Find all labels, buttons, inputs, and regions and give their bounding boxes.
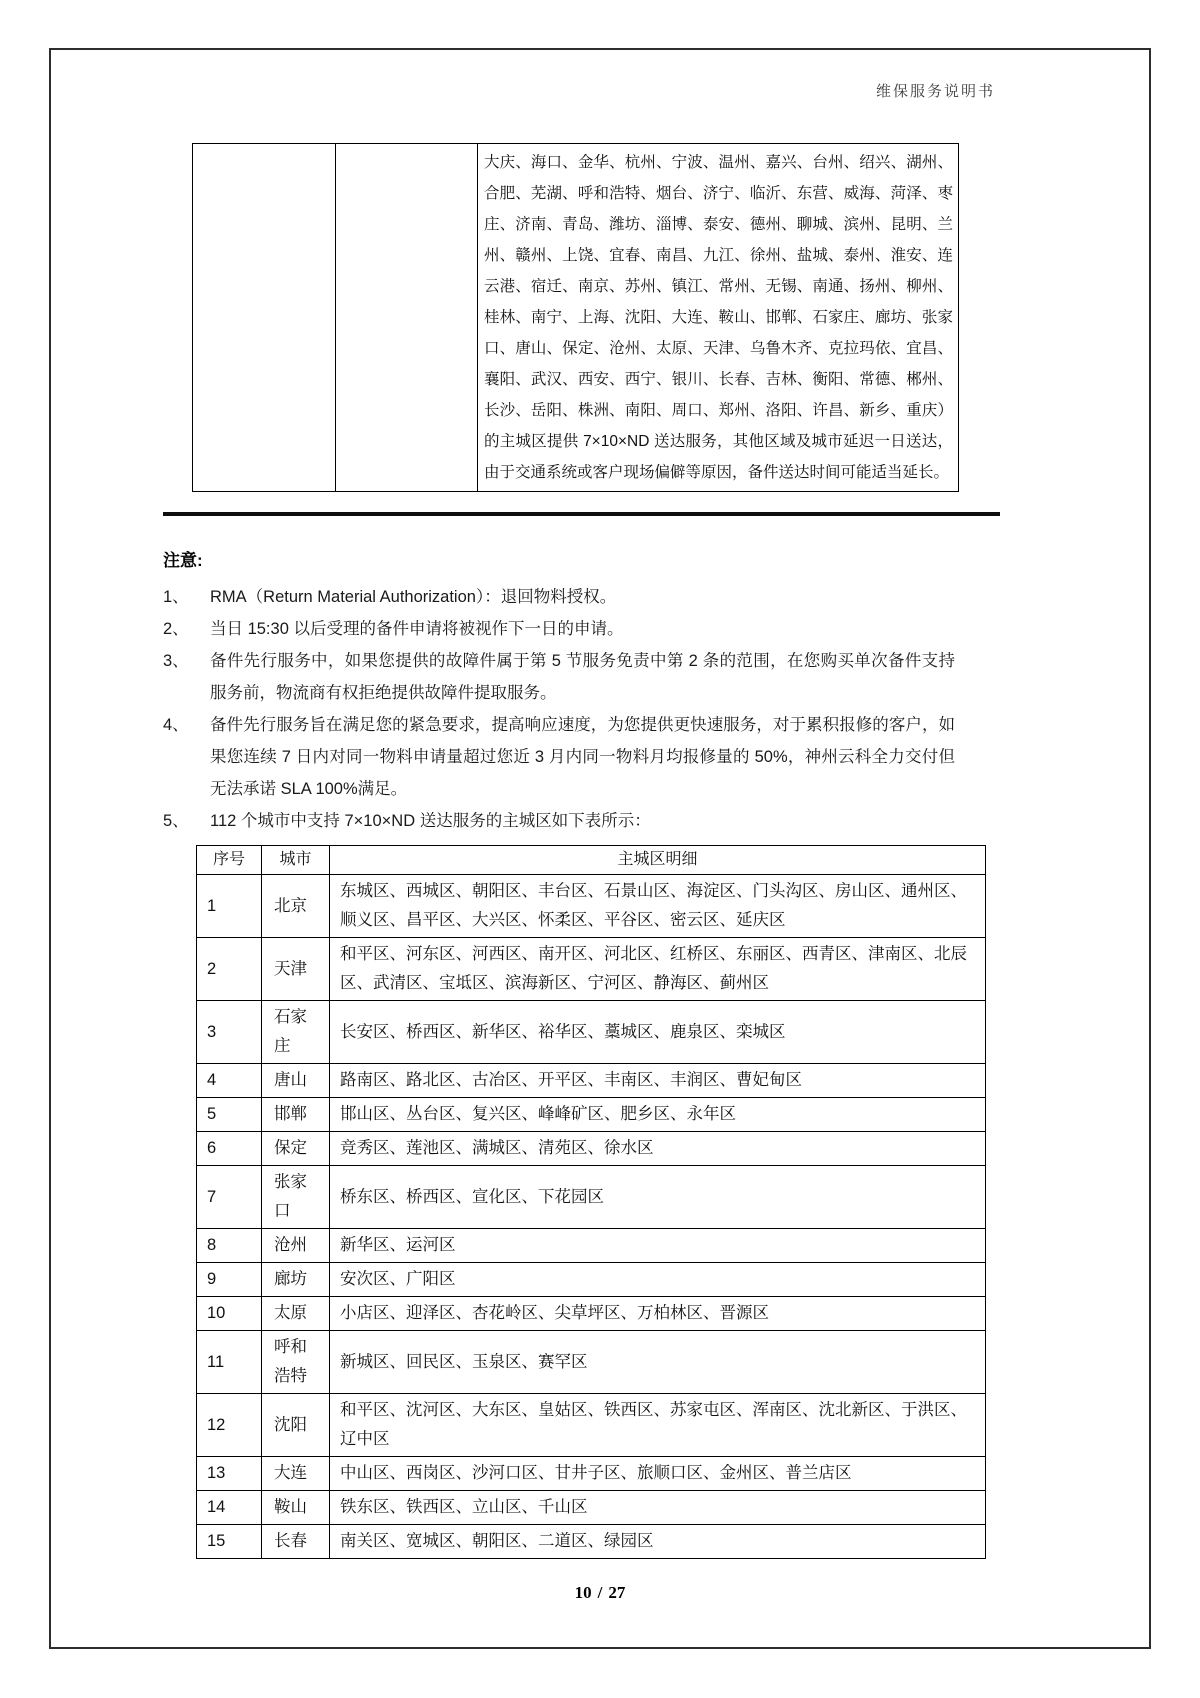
city-table-body xyxy=(197,875,986,1559)
page-number-current: 10 xyxy=(574,1583,592,1602)
section-divider-rule xyxy=(163,512,1000,516)
row-number-cell: 1 xyxy=(197,875,262,938)
note-item xyxy=(163,613,1000,645)
column-header-city: 城市 xyxy=(262,846,330,875)
table-row xyxy=(197,1001,986,1064)
row-number-cell: 2 xyxy=(197,938,262,1001)
note-item xyxy=(163,581,1000,613)
city-name-cell: 呼和浩特 xyxy=(262,1331,330,1394)
page-number xyxy=(0,1583,1200,1603)
city-name-cell: 廊坊 xyxy=(262,1263,330,1297)
districts-cell: 铁东区、铁西区、立山区、千山区 xyxy=(330,1491,986,1525)
row-number-cell: 11 xyxy=(197,1331,262,1394)
note-text: 备件先行服务旨在满足您的紧急要求，提高响应速度，为您提供更快速服务，对于累积报修的客户，如果您连续 7 日内对同一物料申请量超过您近 3 月内同一物料月均报修量的 50%，神州云科全力交付但无法承诺 SLA 100%满足。 xyxy=(210,716,955,798)
row-number-cell: 8 xyxy=(197,1229,262,1263)
city-districts-table xyxy=(196,845,986,1559)
note-number: 3、 xyxy=(163,652,189,670)
row-number-cell: 5 xyxy=(197,1098,262,1132)
city-name-cell: 太原 xyxy=(262,1297,330,1331)
row-number-cell: 4 xyxy=(197,1064,262,1098)
row-number-cell: 13 xyxy=(197,1457,262,1491)
row-number-cell: 12 xyxy=(197,1394,262,1457)
table-row xyxy=(193,144,959,492)
note-number: 2、 xyxy=(163,620,189,638)
row-number-cell: 14 xyxy=(197,1491,262,1525)
table-row xyxy=(197,1229,986,1263)
note-text: 当日 15:30 以后受理的备件申请将被视作下一日的申请。 xyxy=(210,620,624,638)
table-row xyxy=(197,1457,986,1491)
city-name-cell: 大连 xyxy=(262,1457,330,1491)
table-header-row xyxy=(197,846,986,875)
city-name-cell: 邯郸 xyxy=(262,1098,330,1132)
notes-section xyxy=(163,546,1000,837)
districts-cell: 和平区、沈河区、大东区、皇姑区、铁西区、苏家屯区、浑南区、沈北新区、于洪区、辽中区 xyxy=(330,1394,986,1457)
note-number: 5、 xyxy=(163,812,189,830)
city-name-cell: 北京 xyxy=(262,875,330,938)
districts-cell: 新华区、运河区 xyxy=(330,1229,986,1263)
empty-cell xyxy=(336,144,478,492)
districts-cell: 南关区、宽城区、朝阳区、二道区、绿园区 xyxy=(330,1525,986,1559)
page-number-total: 27 xyxy=(608,1583,626,1602)
city-name-cell: 张家口 xyxy=(262,1166,330,1229)
city-list-cell: 大庆、海口、金华、杭州、宁波、温州、嘉兴、台州、绍兴、湖州、合肥、芜湖、呼和浩特、烟台、济宁、临沂、东营、威海、菏泽、枣庄、济南、青岛、潍坊、淄博、泰安、德州、聊城、滨州、昆明、兰州、赣州、上饶、宜春、南昌、九江、徐州、盐城、泰州、淮安、连云港、宿迁、南京、苏州、镇江、常州、无锡、南通、扬州、柳州、桂林、南宁、上海、沈阳、大连、鞍山、邯郸、石家庄、廊坊、张家口、唐山、保定、沧州、太原、天津、乌鲁木齐、克拉玛依、宜昌、襄阳、武汉、西安、西宁、银川、长春、吉林、衡阳、常德、郴州、长沙、岳阳、株洲、南阳、周口、郑州、洛阳、许昌、新乡、重庆）的主城区提供 7×10×ND 送达服务，其他区域及城市延迟一日送达，由于交通系统或客户现场偏僻等原因，备件送达时间可能适当延长。 xyxy=(478,144,959,492)
table-row xyxy=(197,1331,986,1394)
table-row xyxy=(197,1525,986,1559)
table-row xyxy=(197,1132,986,1166)
city-name-cell: 石家庄 xyxy=(262,1001,330,1064)
note-number: 4、 xyxy=(163,716,189,734)
districts-cell: 竞秀区、莲池区、满城区、清苑区、徐水区 xyxy=(330,1132,986,1166)
city-name-cell: 天津 xyxy=(262,938,330,1001)
city-name-cell: 沈阳 xyxy=(262,1394,330,1457)
districts-cell: 路南区、路北区、古冶区、开平区、丰南区、丰润区、曹妃甸区 xyxy=(330,1064,986,1098)
city-name-cell: 沧州 xyxy=(262,1229,330,1263)
table-row xyxy=(197,1064,986,1098)
row-number-cell: 9 xyxy=(197,1263,262,1297)
table-row xyxy=(197,1394,986,1457)
districts-cell: 安次区、广阳区 xyxy=(330,1263,986,1297)
empty-cell xyxy=(193,144,336,492)
districts-cell: 长安区、桥西区、新华区、裕华区、藁城区、鹿泉区、栾城区 xyxy=(330,1001,986,1064)
note-text: 备件先行服务中，如果您提供的故障件属于第 5 节服务免责中第 2 条的范围，在您购买单次备件支持服务前，物流商有权拒绝提供故障件提取服务。 xyxy=(210,652,955,702)
continuation-table xyxy=(192,143,959,492)
note-number: 1、 xyxy=(163,588,189,606)
note-text: 112 个城市中支持 7×10×ND 送达服务的主城区如下表所示： xyxy=(210,812,651,830)
city-name-cell: 鞍山 xyxy=(262,1491,330,1525)
row-number-cell: 7 xyxy=(197,1166,262,1229)
table-row xyxy=(197,1491,986,1525)
districts-cell: 和平区、河东区、河西区、南开区、河北区、红桥区、东丽区、西青区、津南区、北辰区、武清区、宝坻区、滨海新区、宁河区、静海区、蓟州区 xyxy=(330,938,986,1001)
note-item xyxy=(163,645,1000,709)
column-header-districts: 主城区明细 xyxy=(330,846,986,875)
city-name-cell: 保定 xyxy=(262,1132,330,1166)
column-header-no: 序号 xyxy=(197,846,262,875)
districts-cell: 新城区、回民区、玉泉区、赛罕区 xyxy=(330,1331,986,1394)
page-header-title: 维保服务说明书 xyxy=(875,83,995,100)
table-row xyxy=(197,1166,986,1229)
table-row xyxy=(197,1098,986,1132)
note-text: RMA（Return Material Authorization）：退回物料授权。 xyxy=(210,588,617,606)
districts-cell: 中山区、西岗区、沙河口区、甘井子区、旅顺口区、金州区、普兰店区 xyxy=(330,1457,986,1491)
row-number-cell: 15 xyxy=(197,1525,262,1559)
table-row xyxy=(197,938,986,1001)
districts-cell: 邯山区、丛台区、复兴区、峰峰矿区、肥乡区、永年区 xyxy=(330,1098,986,1132)
notes-heading: 注意: xyxy=(163,551,203,570)
row-number-cell: 3 xyxy=(197,1001,262,1064)
table-row xyxy=(197,875,986,938)
districts-cell: 小店区、迎泽区、杏花岭区、尖草坪区、万柏林区、晋源区 xyxy=(330,1297,986,1331)
districts-cell: 东城区、西城区、朝阳区、丰台区、石景山区、海淀区、门头沟区、房山区、通州区、顺义区、昌平区、大兴区、怀柔区、平谷区、密云区、延庆区 xyxy=(330,875,986,938)
city-name-cell: 唐山 xyxy=(262,1064,330,1098)
city-name-cell: 长春 xyxy=(262,1525,330,1559)
row-number-cell: 10 xyxy=(197,1297,262,1331)
row-number-cell: 6 xyxy=(197,1132,262,1166)
table-row xyxy=(197,1297,986,1331)
districts-cell: 桥东区、桥西区、宣化区、下花园区 xyxy=(330,1166,986,1229)
table-row xyxy=(197,1263,986,1297)
page-number-separator: / xyxy=(597,1583,603,1602)
note-item xyxy=(163,709,1000,805)
note-item xyxy=(163,805,1000,837)
